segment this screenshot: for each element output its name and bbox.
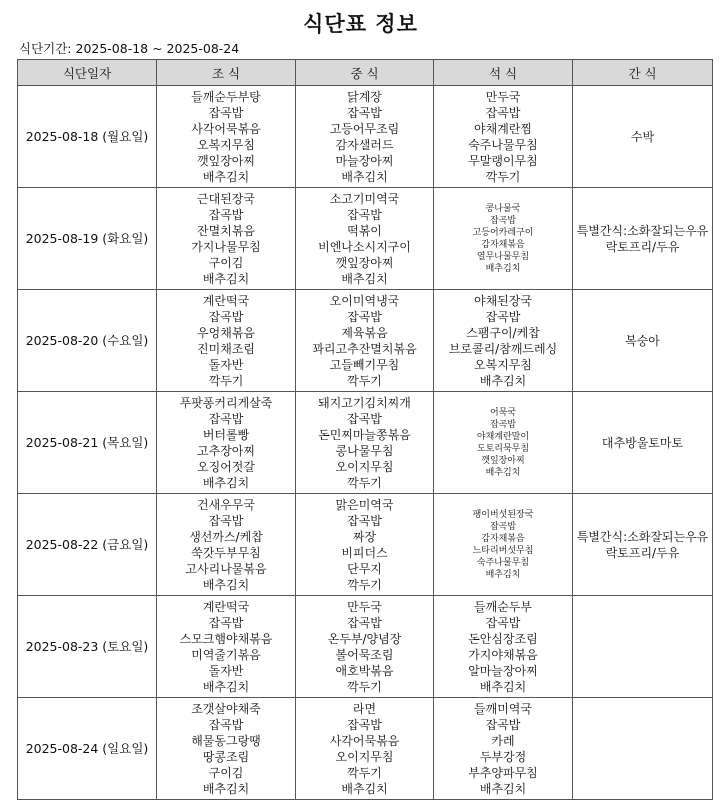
dinner-item: 스팸구이/케찹 <box>466 325 540 340</box>
lunch-cell <box>296 290 434 392</box>
breakfast-item: 고사리나물볶음 <box>185 561 267 576</box>
breakfast-item: 잡곡밥 <box>208 615 244 630</box>
dinner-item: 무말랭이무침 <box>468 153 538 168</box>
table-row <box>18 596 713 698</box>
breakfast-item: 깻잎장아찌 <box>197 153 255 168</box>
dinner-item: 두부강정 <box>479 749 527 764</box>
lunch-item: 잡곡밥 <box>347 309 382 324</box>
dinner-item: 잡곡밥 <box>485 717 521 732</box>
lunch-item: 깍두기 <box>347 373 382 388</box>
breakfast-item: 배추김치 <box>202 169 250 184</box>
dinner-item: 오복지무침 <box>474 357 532 372</box>
breakfast-cell <box>157 392 296 494</box>
dinner-item: 들깨미역국 <box>474 701 532 716</box>
dinner-item: 배추김치 <box>485 263 521 274</box>
table-row <box>18 494 713 596</box>
breakfast-item: 가지나물무침 <box>191 239 261 254</box>
meal-date: 2025-08-24 (일요일) <box>18 698 157 800</box>
lunch-item: 꽈리고추잔멸치볶음 <box>312 341 417 356</box>
breakfast-item: 해물동그랑땡 <box>191 733 261 748</box>
breakfast-item: 잡곡밥 <box>208 309 244 324</box>
lunch-item: 고들빼기무침 <box>329 357 400 372</box>
lunch-item: 고등어무조림 <box>329 121 400 136</box>
lunch-item: 라면 <box>352 701 377 716</box>
dinner-item: 잡곡밥 <box>489 215 517 226</box>
snack-item: 특별간식:소화잘되는우유 <box>576 223 709 238</box>
breakfast-item: 미역줄기볶음 <box>191 647 261 662</box>
breakfast-item: 잡곡밥 <box>208 105 244 120</box>
dinner-cell <box>434 188 573 290</box>
breakfast-item: 배추김치 <box>202 577 250 592</box>
lunch-item: 잡곡밥 <box>347 615 382 630</box>
lunch-item: 깻잎장아찌 <box>335 255 394 270</box>
lunch-cell <box>296 188 434 290</box>
breakfast-cell <box>157 86 296 188</box>
dinner-cell <box>434 392 573 494</box>
breakfast-item: 고추장아찌 <box>197 443 255 458</box>
lunch-item: 잡곡밥 <box>347 717 382 732</box>
snack-item: 특별간식:소화잘되는우유 <box>576 529 709 544</box>
dinner-item: 돈안심장조림 <box>468 631 538 646</box>
meal-date: 2025-08-21 (목요일) <box>18 392 157 494</box>
lunch-item: 오이지무침 <box>335 459 394 474</box>
meal-date: 2025-08-23 (토요일) <box>18 596 157 698</box>
breakfast-item: 진미채조림 <box>197 341 255 356</box>
lunch-item: 배추김치 <box>341 169 388 184</box>
snack-item: 복숭아 <box>625 333 660 348</box>
lunch-item: 애호박볶음 <box>335 663 394 678</box>
snack-cell <box>573 392 713 494</box>
lunch-item: 떡볶이 <box>347 223 382 238</box>
snack-cell <box>573 494 713 596</box>
dinner-item: 어묵국 <box>489 407 517 418</box>
dinner-item: 도토리묵무침 <box>476 443 530 454</box>
dinner-item: 들깨순두부 <box>474 599 532 614</box>
breakfast-item: 배추김치 <box>202 271 250 286</box>
breakfast-item: 계란떡국 <box>202 599 250 614</box>
lunch-item: 잡곡밥 <box>347 411 382 426</box>
dinner-item: 배추김치 <box>479 781 527 796</box>
header-row <box>18 60 713 86</box>
lunch-cell <box>296 698 434 800</box>
lunch-item: 깍두기 <box>347 679 382 694</box>
meal-date: 2025-08-22 (금요일) <box>18 494 157 596</box>
snack-item: 수박 <box>630 129 655 144</box>
snack-cell <box>573 188 713 290</box>
breakfast-item: 잡곡밥 <box>208 717 244 732</box>
table-row <box>18 290 713 392</box>
dinner-item: 부추양파무침 <box>468 765 538 780</box>
dinner-item: 잡곡밥 <box>485 105 521 120</box>
breakfast-item: 돌자반 <box>208 357 244 372</box>
dinner-item: 깍두기 <box>485 169 521 184</box>
lunch-item: 감자샐러드 <box>335 137 394 152</box>
dinner-item: 배추김치 <box>485 467 521 478</box>
dinner-item: 가지야채볶음 <box>468 647 538 662</box>
lunch-item: 소고기미역국 <box>329 191 400 206</box>
header-snack: 간 식 <box>573 60 713 86</box>
breakfast-item: 오징어젓갈 <box>197 459 255 474</box>
dinner-item: 열무나물무침 <box>476 251 530 262</box>
dinner-cell <box>434 698 573 800</box>
dinner-item: 잡곡밥 <box>489 521 517 532</box>
lunch-item: 콩나물무침 <box>335 443 394 458</box>
dinner-item: 감자채볶음 <box>481 239 525 250</box>
lunch-item: 오이지무침 <box>335 749 394 764</box>
breakfast-item: 계란떡국 <box>202 293 250 308</box>
dinner-cell <box>434 86 573 188</box>
breakfast-cell <box>157 188 296 290</box>
breakfast-item: 들깨순두부탕 <box>191 89 261 104</box>
lunch-item: 깍두기 <box>347 475 382 490</box>
lunch-item: 배추김치 <box>341 271 388 286</box>
page-title: 식단표 정보 <box>303 12 418 36</box>
breakfast-item: 푸팟퐁커리게살죽 <box>179 395 273 410</box>
breakfast-item: 구이김 <box>208 765 244 780</box>
breakfast-item: 잡곡밥 <box>208 411 244 426</box>
dinner-item: 잡곡밥 <box>489 419 517 430</box>
lunch-item: 잡곡밥 <box>347 207 382 222</box>
breakfast-cell <box>157 698 296 800</box>
lunch-item: 잡곡밥 <box>347 513 382 528</box>
breakfast-item: 돌자반 <box>208 663 244 678</box>
table-row <box>18 86 713 188</box>
breakfast-item: 배추김치 <box>202 475 250 490</box>
lunch-item: 배추김치 <box>341 781 388 796</box>
header-breakfast: 조 식 <box>157 60 296 86</box>
breakfast-item: 쑥갓두부무침 <box>191 545 261 560</box>
breakfast-cell <box>157 290 296 392</box>
table-row <box>18 698 713 800</box>
breakfast-item: 건새우무국 <box>197 497 255 512</box>
breakfast-item: 우엉채볶음 <box>197 325 255 340</box>
lunch-cell <box>296 494 434 596</box>
dinner-item: 잡곡밥 <box>485 309 521 324</box>
header-dinner: 석 식 <box>434 60 573 86</box>
dinner-item: 야채된장국 <box>474 293 532 308</box>
dinner-item: 브로콜리/참깨드레싱 <box>448 341 558 356</box>
header-date: 식단일자 <box>18 60 157 86</box>
snack-cell <box>573 698 713 800</box>
lunch-item: 깍두기 <box>347 577 382 592</box>
lunch-item: 잡곡밥 <box>347 105 382 120</box>
header-lunch: 중 식 <box>296 60 434 86</box>
lunch-item: 볼어묵조림 <box>335 647 394 662</box>
dinner-item: 야채계란찜 <box>474 121 532 136</box>
breakfast-item: 땅콩조림 <box>202 749 250 764</box>
lunch-cell <box>296 596 434 698</box>
lunch-item: 맑은미역국 <box>335 497 394 512</box>
breakfast-cell <box>157 596 296 698</box>
dinner-item: 팽이버섯된장국 <box>472 509 534 520</box>
lunch-item: 닭계장 <box>347 89 382 104</box>
lunch-item: 오이미역냉국 <box>329 293 400 308</box>
snack-cell <box>573 86 713 188</box>
breakfast-item: 근대된장국 <box>197 191 255 206</box>
meal-period: 식단기간: 2025-08-18 ~ 2025-08-24 <box>19 41 240 56</box>
dinner-item: 숙주나물무침 <box>476 557 530 568</box>
dinner-cell <box>434 596 573 698</box>
breakfast-item: 잡곡밥 <box>208 207 244 222</box>
dinner-item: 배추김치 <box>479 373 527 388</box>
lunch-item: 만두국 <box>347 599 382 614</box>
lunch-item: 비피더스 <box>341 545 388 560</box>
breakfast-item: 배추김치 <box>202 781 250 796</box>
dinner-item: 숙주나물무침 <box>468 137 538 152</box>
lunch-item: 깍두기 <box>347 765 382 780</box>
meal-date: 2025-08-18 (월요일) <box>18 86 157 188</box>
lunch-item: 돈민찌마늘쫑볶음 <box>318 427 411 442</box>
dinner-item: 야채계란말이 <box>476 431 530 442</box>
dinner-item: 잡곡밥 <box>485 615 521 630</box>
breakfast-item: 사각어묵볶음 <box>191 121 261 136</box>
dinner-item: 콩나물국 <box>485 203 521 214</box>
meal-date: 2025-08-19 (화요일) <box>18 188 157 290</box>
lunch-item: 단무지 <box>347 561 382 576</box>
snack-item: 락토프리/두유 <box>605 545 680 560</box>
lunch-item: 제육볶음 <box>341 325 388 340</box>
table-row <box>18 392 713 494</box>
snack-item: 락토프리/두유 <box>605 239 680 254</box>
breakfast-item: 생선까스/케찹 <box>189 529 263 544</box>
meal-table <box>17 59 713 800</box>
breakfast-item: 오복지무침 <box>197 137 255 152</box>
snack-item: 대추방울토마토 <box>601 435 684 450</box>
dinner-item: 배추김치 <box>485 569 521 580</box>
dinner-item: 감자채볶음 <box>481 533 525 544</box>
meal-table-body <box>18 86 713 800</box>
breakfast-item: 잔멸치볶음 <box>197 223 255 238</box>
lunch-cell <box>296 392 434 494</box>
breakfast-cell <box>157 494 296 596</box>
breakfast-item: 버터롤빵 <box>202 427 250 442</box>
lunch-cell <box>296 86 434 188</box>
dinner-item: 느타리버섯무침 <box>472 545 534 556</box>
snack-cell <box>573 596 713 698</box>
dinner-cell <box>434 494 573 596</box>
snack-cell <box>573 290 713 392</box>
breakfast-item: 구이김 <box>208 255 244 270</box>
lunch-item: 사각어묵볶음 <box>329 733 400 748</box>
lunch-item: 돼지고기김치찌개 <box>318 395 411 410</box>
dinner-item: 깻잎장아찌 <box>481 455 525 466</box>
dinner-item: 만두국 <box>485 89 521 104</box>
dinner-item: 카레 <box>491 733 515 748</box>
dinner-item: 알마늘장아찌 <box>468 663 538 678</box>
lunch-item: 온두부/양념장 <box>327 631 402 646</box>
dinner-cell <box>434 290 573 392</box>
breakfast-item: 깍두기 <box>208 373 244 388</box>
breakfast-item: 조갯살야채죽 <box>191 701 261 716</box>
lunch-item: 마늘장아찌 <box>335 153 394 168</box>
table-row <box>18 188 713 290</box>
breakfast-item: 배추김치 <box>202 679 250 694</box>
breakfast-item: 잡곡밥 <box>208 513 244 528</box>
meal-date: 2025-08-20 (수요일) <box>18 290 157 392</box>
lunch-item: 비엔나소시지구이 <box>318 239 411 254</box>
lunch-item: 짜장 <box>352 529 377 544</box>
dinner-item: 배추김치 <box>479 679 527 694</box>
breakfast-item: 스모크햄야채볶음 <box>179 631 273 646</box>
dinner-item: 고등어카레구이 <box>472 227 534 238</box>
